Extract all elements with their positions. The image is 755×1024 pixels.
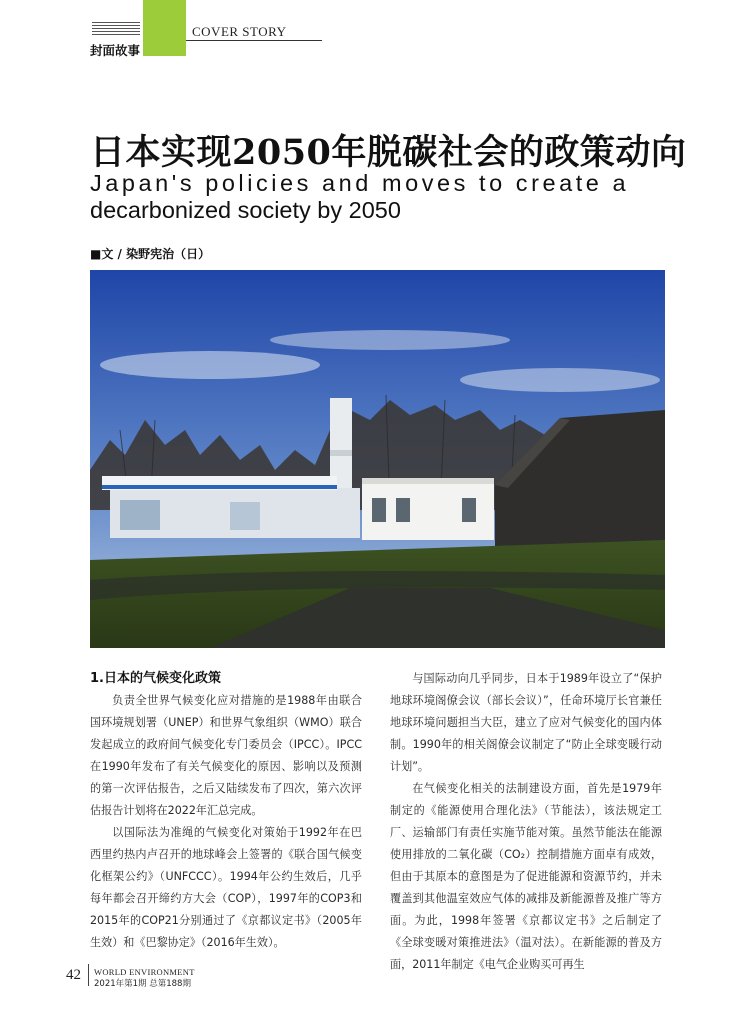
section-label-en: COVER STORY (192, 24, 287, 39)
article-title-en (90, 170, 670, 224)
article-title-en-line2: decarbonized society by 2050 (90, 197, 401, 223)
body-paragraph: 以国际法为准绳的气候变化对策始于1992年在巴西里约热内卢召开的地球峰会上签署的《联合国气候变化框架公约》（UNFCCC）。1994年公约生效后，几乎每年都会召开缔约方大会（COP），1997年的COP3和2015年的COP21分别通过了《京都议定书》（2005年生效）和《巴黎协定》（2016年生效）。 (90, 826, 362, 949)
issue-info: 2021年第1期 总第188期 (94, 979, 191, 989)
body-column-right (390, 668, 662, 976)
body-column-left (90, 668, 362, 954)
industrial-plant-photo (90, 270, 665, 648)
section-label-cn: 封面故事 (90, 43, 141, 58)
body-paragraph: 在气候变化相关的法制建设方面，首先是1979年制定的《能源使用合理化法》（节能法），该法规定工厂、运输部门有责任实施节能对策。虽然节能法在能源使用排放的二氧化碳（CO₂）控制措施方面卓有成效，但由于其原本的意图是为了促进能源和资源节约，并未覆盖到其他温室效应气体的减排及新能源普及推广等方面。为此，1998年签署《京都议定书》之后制定了《全球变暖对策推进法》（温对法）。在新能源的普及方面，2011年制定《电气企业购买可再生 (390, 782, 662, 971)
byline: ■文 / 染野宪治（日） (90, 247, 211, 261)
section-heading: 1.日本的气候变化政策 (90, 671, 221, 686)
page-number: 42 (66, 967, 81, 983)
body-paragraph: 与国际动向几乎同步，日本于1989年设立了“保护地球环境阁僚会议（部长会议）”，任命环境厅长官兼任地球环境问题担当大臣，建立了应对气候变化的国内体制。1990年的相关阁僚会议制定了“防止全球变暖行动计划”。 (390, 672, 662, 773)
header-decorative-lines (92, 22, 140, 38)
article-title-en-line1: Japan's policies and moves to create a (90, 170, 630, 196)
header-rule (186, 40, 322, 41)
journal-name: WORLD ENVIRONMENT (94, 967, 195, 977)
body-paragraph: 负责全世界气候变化应对措施的是1988年由联合国环境规划署（UNEP）和世界气象组织（WMO）联合发起成立的政府间气候变化专门委员会（IPCC）。IPCC在1990年发布了有关气候变化的原因、影响以及预测的第一次评估报告，之后又陆续发布了四次，第六次评估报告计划将在2022年汇总完成。 (90, 694, 362, 817)
article-title-cn: 日本实现2050年脱碳社会的政策动向 (90, 132, 687, 173)
header-accent-block (143, 0, 186, 56)
footer-rule (88, 964, 89, 986)
